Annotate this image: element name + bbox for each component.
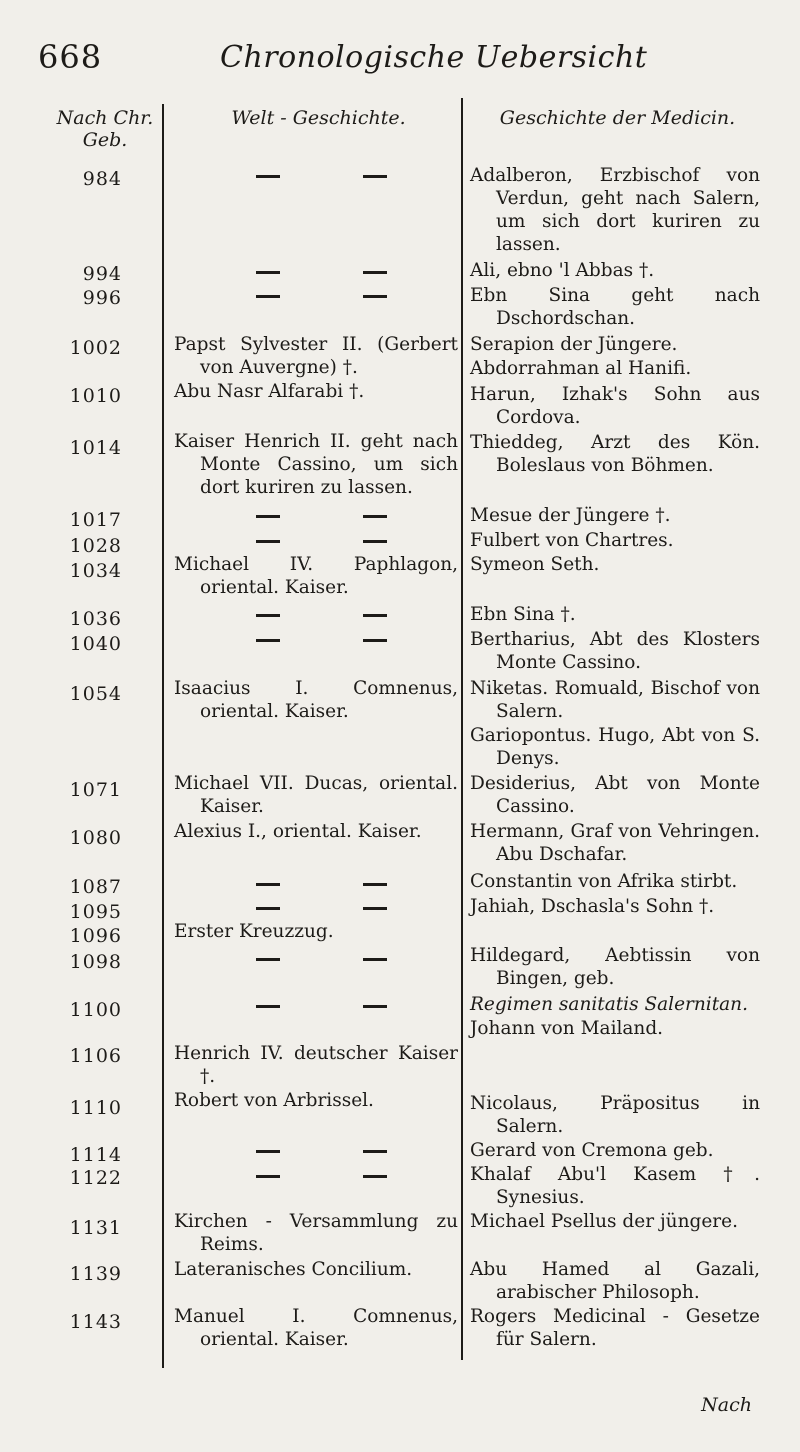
- medicine-cell: Khalaf Abu'l Kasem †. Synesius.: [470, 1164, 760, 1208]
- year-cell: 1028: [69, 535, 122, 557]
- year-cell: 1143: [69, 1311, 122, 1333]
- medicine-cell: Jahiah, Dschasla's Sohn †.: [470, 896, 715, 917]
- world-history-cell: Lateranisches Concilium.: [174, 1259, 413, 1280]
- year-cell: 994: [82, 263, 122, 285]
- year-cell: 1122: [69, 1167, 122, 1189]
- ditto-dashes: [174, 994, 458, 1018]
- world-history-cell: Henrich IV. deutscher Kaiser †.: [174, 1043, 458, 1087]
- ditto-dashes: [174, 872, 458, 896]
- year-cell: 1071: [69, 779, 122, 801]
- year-cell: 1106: [69, 1045, 122, 1067]
- year-cell: 1054: [69, 683, 122, 705]
- medicine-cell: Gerard von Cremona geb.: [470, 1140, 714, 1161]
- medicine-cell: Ali, ebno 'l Abbas †.: [470, 260, 655, 281]
- year-cell: 1095: [69, 901, 122, 923]
- year-cell: 1034: [69, 560, 122, 582]
- year-cell: 1087: [69, 876, 122, 898]
- column-header-medicine-history: Geschichte der Medicin.: [499, 107, 736, 129]
- year-cell: 984: [82, 168, 122, 190]
- world-history-cell: Kirchen - Versammlung zu Reims.: [174, 1211, 458, 1255]
- column-header-world-history: Welt - Geschichte.: [231, 107, 406, 129]
- ditto-dashes: [174, 504, 458, 528]
- year-cell: 1100: [69, 999, 122, 1021]
- medicine-cell: Gariopontus. Hugo, Abt von S. Denys.: [470, 725, 760, 769]
- world-history-cell: Michael VII. Ducas, oriental. Kaiser.: [174, 773, 458, 817]
- ditto-dashes: [174, 1139, 458, 1163]
- medicine-cell: Thieddeg, Arzt des Kön. Boleslaus von Böhmen.: [470, 432, 760, 476]
- ditto-dashes: [174, 164, 458, 188]
- year-cell: 1017: [69, 509, 122, 531]
- year-cell: 1002: [69, 337, 122, 359]
- year-cell: 1010: [69, 385, 122, 407]
- world-history-cell: Erster Kreuzzug.: [174, 921, 334, 942]
- ditto-dashes: [174, 603, 458, 627]
- medicine-cell: Ebn Sina geht nach Dschordschan.: [470, 285, 760, 329]
- medicine-cell: Johann von Mailand.: [470, 1018, 664, 1039]
- world-history-cell: Papst Sylvester II. (Gerbert von Auvergne) †.: [174, 334, 458, 378]
- ditto-dashes: [174, 1164, 458, 1188]
- ditto-dashes: [174, 260, 458, 284]
- year-cell: 1036: [69, 608, 122, 630]
- medicine-cell: Symeon Seth.: [470, 554, 600, 575]
- ditto-dashes: [174, 529, 458, 553]
- medicine-cell: Hermann, Graf von Vehringen. Abu Dschafar.: [470, 821, 760, 865]
- world-history-cell: Abu Nasr Alfarabi †.: [174, 381, 365, 402]
- medicine-cell: Rogers Medicinal - Gesetze für Salern.: [470, 1306, 760, 1350]
- medicine-cell: Mesue der Jüngere †.: [470, 505, 671, 526]
- world-history-cell: Alexius I., oriental. Kaiser.: [174, 821, 422, 842]
- medicine-cell: Niketas. Romuald, Bischof von Salern.: [470, 678, 760, 722]
- medicine-cell: Fulbert von Chartres.: [470, 530, 674, 551]
- world-history-cell: Michael IV. Paphlagon, oriental. Kaiser.: [174, 554, 458, 598]
- medicine-cell: Hildegard, Aebtissin von Bingen, geb.: [470, 945, 760, 989]
- year-cell: 1114: [69, 1144, 122, 1166]
- year-cell: 1098: [69, 951, 122, 973]
- medicine-cell: Bertharius, Abt des Klosters Monte Cassino.: [470, 629, 760, 673]
- world-history-cell: Manuel I. Comnenus, oriental. Kaiser.: [174, 1306, 458, 1350]
- column-rule-right: [461, 98, 463, 1360]
- year-cell: 1014: [69, 437, 122, 459]
- year-cell: 1131: [69, 1217, 122, 1239]
- world-history-cell: Robert von Arbrissel.: [174, 1090, 374, 1111]
- year-cell: 1110: [69, 1097, 122, 1119]
- medicine-cell: Harun, Izhak's Sohn aus Cordova.: [470, 384, 760, 428]
- medicine-cell: Regimen sanitatis Salernitan.: [470, 994, 748, 1015]
- medicine-cell: Nicolaus, Präpositus in Salern.: [470, 1093, 760, 1137]
- medicine-cell: Abu Hamed al Gazali, arabischer Philosoph.: [470, 1259, 760, 1303]
- column-rule-left: [162, 104, 164, 1368]
- ditto-dashes: [174, 947, 458, 971]
- ditto-dashes: [174, 628, 458, 652]
- year-cell: 1040: [69, 633, 122, 655]
- year-cell: 1080: [69, 827, 122, 849]
- medicine-cell: Michael Psellus der jüngere.: [470, 1211, 738, 1232]
- medicine-cell: Abdorrahman al Hanifi.: [470, 358, 692, 379]
- medicine-cell: Ebn Sina †.: [470, 604, 576, 625]
- medicine-cell: Constantin von Afrika stirbt.: [470, 871, 738, 892]
- catchword: Nach: [701, 1394, 752, 1416]
- ditto-dashes: [174, 284, 458, 308]
- year-cell: 996: [82, 287, 122, 309]
- medicine-cell: Serapion der Jüngere.: [470, 334, 678, 355]
- medicine-cell: Desiderius, Abt von Monte Cassino.: [470, 773, 760, 817]
- running-title: Chronologische Uebersicht: [220, 40, 648, 75]
- ditto-dashes: [174, 896, 458, 920]
- page-number: 668: [38, 38, 103, 76]
- world-history-cell: Isaacius I. Comnenus, oriental. Kaiser.: [174, 678, 458, 722]
- medicine-cell: Adalberon, Erzbischof von Verdun, geht nach Salern, um sich dort kuriren zu lassen.: [470, 165, 760, 255]
- year-cell: 1139: [69, 1263, 122, 1285]
- world-history-cell: Kaiser Henrich II. geht nach Monte Cassino, um sich dort kuriren zu lassen.: [174, 431, 458, 498]
- column-header-year: Nach Chr. Geb.: [56, 107, 154, 151]
- page-header: [38, 38, 768, 78]
- year-cell: 1096: [69, 925, 122, 947]
